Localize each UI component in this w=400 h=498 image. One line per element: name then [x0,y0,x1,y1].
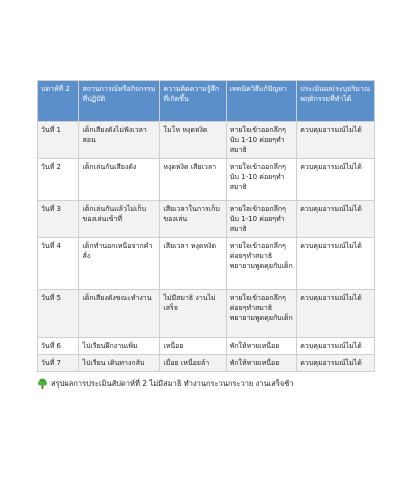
table-row [38,355,375,372]
cell-technique: หายใจเข้าออกลึกๆ นับ 1-10 ค่อยๆทำสมาธิ [226,159,297,201]
cell-situation: ไปเรียน เดินทางกลับ [79,355,160,372]
header-evaluation: ประเมินผล(ระบุปริมาณพฤติกรรมที่ทำได้ [297,81,375,122]
header-feelings: ความคิดความรู้สึกที่เกิดขึ้น [160,81,226,122]
cell-day: วันที่ 7 [38,355,79,372]
cell-evaluation: ควบคุมอารมณ์ไม่ได้ [297,159,375,201]
table-row [38,238,375,290]
cell-technique: หายใจเข้าออกลึกๆ นับ 1-10 ค่อยๆทำสมาธิ [226,122,297,159]
cell-situation: เด็กเล่นกันเสียงดัง [79,159,160,201]
cell-evaluation: ควบคุมอารมณ์ไม่ได้ [297,338,375,355]
header-situation: สถานการณ์หรือกิจกรรมที่ปฏิบัติ [79,81,160,122]
cell-feeling: โมโห หงุดหงิด [160,122,226,159]
table-row [38,122,375,159]
table-row [38,201,375,238]
header-technique: เทคนิควิธีแก้ปัญหา [226,81,297,122]
table-row [38,159,375,201]
cell-feeling: เมื่อย เหนื่อยล้า [160,355,226,372]
evaluation-document [37,80,375,372]
weekly-evaluation-table [37,80,375,372]
cell-day: วันที่ 1 [38,122,79,159]
cell-evaluation: ควบคุมอารมณ์ไม่ได้ [297,238,375,290]
cell-technique: พักให้หายเหนื่อย [226,338,297,355]
cell-situation: เด็กเล่นกันแล้วไม่เก็บของเล่นเข้าที่ [79,201,160,238]
cell-technique: หายใจเข้าออกลึกๆ นับ 1-10 ค่อยๆทำสมาธิ [226,201,297,238]
summary-text: สรุปผลการประเมินสัปดาห์ที่ 2 ไม่มีสมาธิ ทำงานกระวนกระวาย งานเสร็จช้า [51,379,294,388]
cell-day: วันที่ 5 [38,290,79,338]
cell-feeling: ไม่มีสมาธิ งานไม่เสร็จ [160,290,226,338]
cell-feeling: เสียเวลา หงุดหงิด [160,238,226,290]
cell-situation: เด็กเสียงดังขณะทำงาน [79,290,160,338]
cell-feeling: เหนื่อย [160,338,226,355]
header-week: ปดาห์ที่ 2 [38,81,79,122]
cell-evaluation: ควบคุมอารมณ์ไม่ได้ [297,201,375,238]
table-row [38,290,375,338]
cell-situation: ไปเรียนฝึกงานเพิ่ม [79,338,160,355]
cell-situation: เด็กทำนอกเหนือจากคำสั่ง [79,238,160,290]
cell-technique: หายใจเข้าออกลึกๆ ค่อยๆทำสมาธิ พยายามพูดคุยกับเด็ก [226,238,297,290]
cell-evaluation: ควบคุมอารมณ์ไม่ได้ [297,122,375,159]
cell-feeling: หงุดหงิด เสียเวลา [160,159,226,201]
cell-situation: เด็กเสียงดังไม่ฟังเวลาสอน [79,122,160,159]
table-row [38,338,375,355]
cell-day: วันที่ 6 [38,338,79,355]
cell-technique: หายใจเข้าออกลึกๆ ค่อยๆทำสมาธิ พยายามพูดคุยกับเด็ก [226,290,297,338]
cell-technique: พักให้หายเหนื่อย [226,355,297,372]
cell-evaluation: ควบคุมอารมณ์ไม่ได้ [297,290,375,338]
tree-icon [37,378,48,389]
cell-day: วันที่ 3 [38,201,79,238]
cell-day: วันที่ 2 [38,159,79,201]
evaluation-summary [37,378,377,389]
table-header-row [38,81,375,122]
cell-feeling: เสียเวลาในการเก็บของเล่น [160,201,226,238]
cell-evaluation: ควบคุมอารมณ์ไม่ได้ [297,355,375,372]
cell-day: วันที่ 4 [38,238,79,290]
